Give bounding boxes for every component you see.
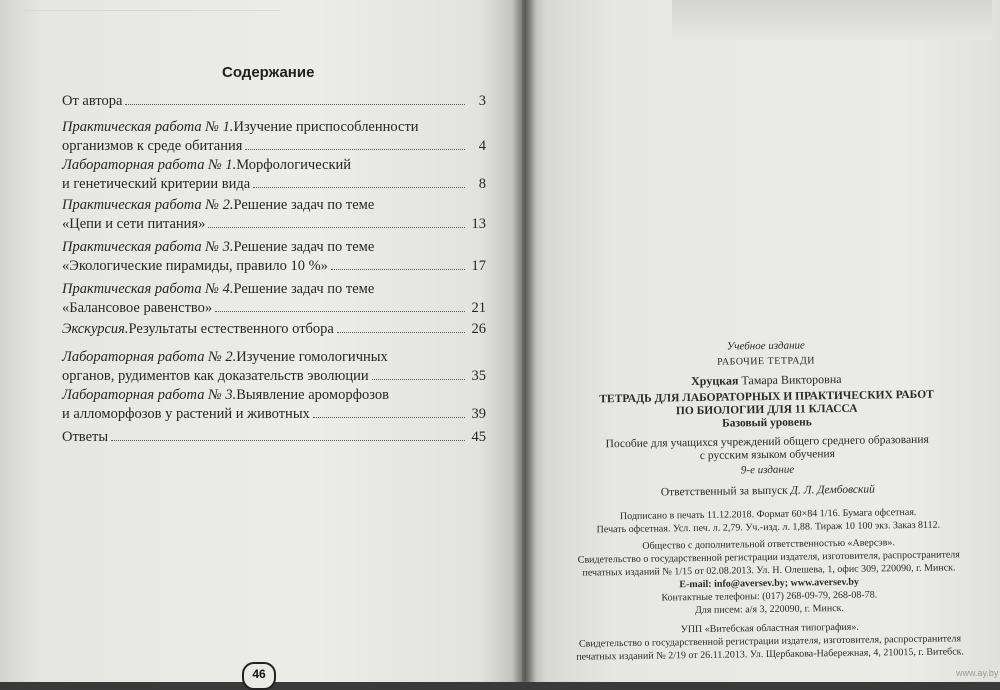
toc-leader-dots bbox=[331, 268, 465, 270]
toc-entry bbox=[62, 156, 486, 194]
toc-entry-line bbox=[62, 299, 486, 318]
toc-leader-dots bbox=[245, 148, 465, 150]
toc-leader-dots bbox=[313, 416, 465, 418]
toc-entry-line bbox=[62, 137, 486, 156]
publisher-line-1: Общество с дополнительной ответственностью «Аверсэв». bbox=[642, 537, 895, 552]
toc-entry-line bbox=[62, 320, 486, 339]
bleed-through-cover bbox=[672, 0, 992, 40]
level: Базовый уровень bbox=[721, 416, 812, 430]
printer-line-2: Свидетельство о государственной регистрации издателя, изготовителя, распространителя bbox=[578, 633, 962, 650]
edition-type: Учебное издание bbox=[726, 339, 805, 353]
toc-entry bbox=[62, 320, 486, 339]
toc-entry-line bbox=[62, 348, 486, 367]
publisher-line-2: Свидетельство о государственной регистрации издателя, изготовителя, распространителя bbox=[577, 549, 960, 566]
toc-page-number: 3 bbox=[478, 93, 486, 109]
toc-entry-text: От автора bbox=[62, 93, 123, 109]
toc-entry-kind: Лабораторная работа № 1. bbox=[62, 157, 237, 173]
toc-page-number: 17 bbox=[471, 258, 486, 274]
book-title-line-1: ТЕТРАДЬ ДЛЯ ЛАБОРАТОРНЫХ И ПРАКТИЧЕСКИХ РАБОТ bbox=[599, 388, 934, 406]
purpose-line-2: с русским языком обучения bbox=[699, 448, 835, 462]
toc-entry-line bbox=[62, 215, 486, 234]
toc-entry-text: «Экологические пирамиды, правило 10 %» bbox=[62, 258, 328, 274]
toc-entry bbox=[62, 428, 486, 447]
toc-entry-text: и генетический критерии вида bbox=[62, 176, 251, 192]
toc-page-number: 35 bbox=[471, 368, 486, 384]
toc-entry-line bbox=[62, 405, 486, 424]
publisher-line-3: печатных изданий № 1/15 от 02.08.2013. Ул. Н. Олешева, 1, офис 309, 220090, г. Минск. bbox=[582, 562, 956, 579]
toc-leader-dots bbox=[125, 103, 465, 105]
toc-entry-kind: Практическая работа № 4. bbox=[62, 281, 234, 297]
toc-page-number: 4 bbox=[478, 138, 486, 154]
toc-entry-line bbox=[62, 156, 486, 175]
toc-entry-line bbox=[62, 92, 486, 111]
toc-leader-dots bbox=[337, 331, 465, 333]
book-title-line-2: ПО БИОЛОГИИ ДЛЯ 11 КЛАССА bbox=[675, 402, 858, 418]
publisher-mail-address: Для писем: а/я 3, 220090, г. Минск. bbox=[694, 602, 845, 617]
toc-entry-kind: Экскурсия. bbox=[62, 321, 129, 337]
author bbox=[566, 371, 966, 390]
toc-entry-line bbox=[62, 386, 486, 405]
toc-entry-line bbox=[62, 367, 486, 386]
toc-entry-line bbox=[62, 257, 486, 276]
toc-leader-dots bbox=[111, 439, 465, 441]
toc-leader-dots bbox=[372, 378, 465, 380]
toc-entry-kind: Лабораторная работа № 2. bbox=[62, 349, 237, 365]
toc-entry-text: «Цепи и сети питания» bbox=[62, 216, 206, 232]
series-title: РАБОЧИЕ ТЕТРАДИ bbox=[717, 355, 816, 368]
toc-entry bbox=[62, 348, 486, 386]
toc-entry-text: Ответы bbox=[62, 429, 109, 445]
toc-leader-dots bbox=[208, 226, 465, 228]
watermark: www.ay.by bbox=[956, 668, 999, 678]
book-spine bbox=[512, 0, 536, 682]
toc-entry-text: организмов к среде обитания bbox=[62, 138, 243, 154]
toc-entry bbox=[62, 196, 486, 234]
toc-page-number: 13 bbox=[471, 216, 486, 232]
toc-entry-text: Решение задач по теме bbox=[233, 197, 375, 213]
toc-entry-text: и алломорфозов у растений и животных bbox=[62, 406, 310, 422]
toc-entry-kind: Практическая работа № 3. bbox=[62, 239, 234, 255]
toc-page-number: 45 bbox=[471, 429, 486, 445]
toc-entry-line bbox=[62, 196, 486, 215]
print-info-2: Печать офсетная. Усл. печ. л. 2,79. Уч.-изд. л. 1,88. Тираж 10 100 экз. Заказ 8112. bbox=[596, 519, 941, 536]
toc-entry-text: Изучение приспособленности bbox=[233, 119, 419, 135]
toc-entry-line bbox=[62, 238, 486, 257]
printer-line-1: УПП «Витебская областная типография». bbox=[680, 621, 859, 636]
print-info-1: Подписано в печать 11.12.2018. Формат 60×84 1/16. Бумага офсетная. bbox=[619, 506, 917, 523]
toc-entry bbox=[62, 280, 486, 318]
toc-entry-kind: Практическая работа № 2. bbox=[62, 197, 234, 213]
toc-entry-text: Изучение гомологичных bbox=[236, 349, 388, 365]
publisher-phones: Контактные телефоны: (017) 268-09-79, 268-08-78. bbox=[661, 589, 878, 604]
toc-page-number: 26 bbox=[471, 321, 486, 337]
toc-leader-dots bbox=[215, 310, 465, 312]
toc-entry-kind: Лабораторная работа № 3. bbox=[62, 387, 237, 403]
toc-entry-line bbox=[62, 118, 486, 137]
responsible bbox=[568, 482, 968, 501]
toc-leader-dots bbox=[253, 186, 465, 188]
publisher-email: E-mail: info@aversev.by; www.aversev.by bbox=[679, 576, 860, 591]
toc-entry-text: Выявление ароморфозов bbox=[236, 387, 389, 403]
toc-entry bbox=[62, 118, 486, 156]
toc-entry bbox=[62, 238, 486, 276]
responsible-name: Д. Л. Дембовский bbox=[790, 483, 875, 497]
purpose-line-1: Пособие для учащихся учреждений общего среднего образования bbox=[605, 433, 929, 451]
toc-entry-line bbox=[62, 175, 486, 194]
toc-page-number: 21 bbox=[471, 300, 486, 316]
toc-page-number: 39 bbox=[471, 406, 486, 422]
page-number: 46 bbox=[242, 662, 276, 690]
author-surname: Хруцкая bbox=[690, 373, 739, 389]
toc-entry-kind: Практическая работа № 1. bbox=[62, 119, 234, 135]
author-name: Тамара Викторовна bbox=[738, 371, 842, 388]
responsible-label: Ответственный за выпуск bbox=[660, 484, 791, 499]
imprint-block bbox=[566, 337, 970, 664]
toc-entry-text: Решение задач по теме bbox=[233, 281, 375, 297]
toc-entry bbox=[62, 386, 486, 424]
toc-entry bbox=[62, 92, 486, 111]
toc-entry-line bbox=[62, 280, 486, 299]
toc-entry-text: Решение задач по теме bbox=[233, 239, 375, 255]
toc-entry-line bbox=[62, 428, 486, 447]
toc-entry-text: органов, рудиментов как доказательств эволюции bbox=[62, 368, 369, 384]
toc-entry-text: «Балансовое равенство» bbox=[62, 300, 213, 316]
toc-page-number: 8 bbox=[478, 176, 486, 192]
printer-line-3: печатных изданий № 2/19 от 26.11.2013. Ул. Щербакова-Набережная, 4, 210015, г. Витебск. bbox=[576, 646, 965, 663]
toc-entry-text: Морфологический bbox=[236, 157, 352, 173]
edition-number: 9-е издание bbox=[740, 463, 795, 477]
toc-title: Содержание bbox=[222, 64, 315, 81]
toc-entry-text: Результаты естественного отбора bbox=[128, 321, 334, 337]
bleed-through-text bbox=[20, 10, 280, 41]
